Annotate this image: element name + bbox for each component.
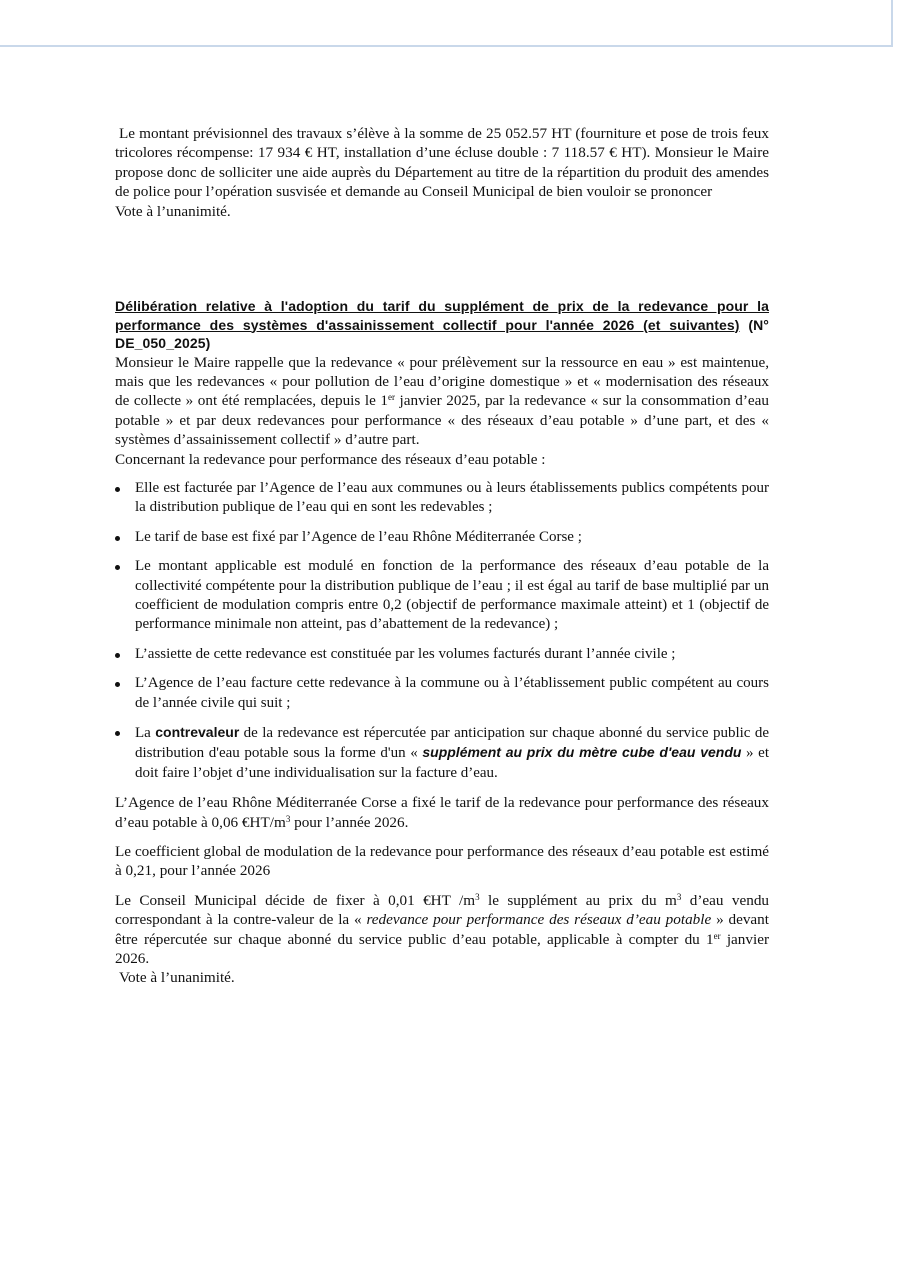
decision-text: Le Conseil Municipal décide de fixer à 0,01 €HT /m: [115, 891, 476, 909]
section-funding-request: [115, 124, 769, 221]
decision-text: le supplément au prix du m: [479, 891, 677, 909]
decision-superscript: 3: [475, 891, 480, 902]
funding-paragraph: Le montant prévisionnel des travaux s’élève à la somme de 25 052.57 HT (fourniture et pose de trois feux tricolores récompense: 17 934 € HT, installation d’une écluse double : 7 118.57 € HT). Monsieur le Maire propose donc de solliciter une aide auprès du Département au titre de la répartition du produit des amendes de police pour l’opération susvisée et demande au Conseil Municipal de bien vouloir se prononcer: [115, 125, 769, 201]
deliberation-reference: (N° DE_050_2025): [115, 316, 769, 351]
list-item: [115, 645, 769, 664]
section-deliberation: [115, 297, 769, 988]
agence-tariff-paragraph: [115, 793, 769, 832]
deliberation-heading: [115, 297, 769, 353]
list-item-text: L’assiette de cette redevance est constituée par les volumes facturés durant l’année civile ;: [135, 645, 676, 662]
bullet-icon: [115, 536, 120, 541]
decision-superscript: er: [713, 930, 721, 941]
intro-superscript: er: [387, 392, 395, 403]
agence-superscript: 3: [285, 813, 291, 824]
list-item: [115, 723, 769, 783]
vote-result: Vote à l’unanimité.: [119, 969, 235, 987]
decision-text: » devant être répercutée sur chaque abonné du service public d’eau potable, applicable à compter du 1: [115, 911, 769, 948]
contrevaleur-term: contrevaleur: [155, 724, 240, 740]
intro-text-1: Monsieur le Maire rappelle que la redevance « pour prélèvement sur la ressource en eau » est maintenue, mais que les redevances « pour pollution de l’eau d’origine domestique » et « modernisation des réseaux de collecte » ont été remplacées, depuis le 1: [115, 353, 769, 410]
bullet-icon: [115, 565, 120, 570]
list-item: [115, 528, 769, 547]
decision-paragraph: [115, 891, 769, 969]
decision-superscript: 3: [676, 891, 682, 902]
decision-text: d’eau vendu correspondant à la contre-valeur de la «: [115, 891, 770, 929]
bullet-icon: [115, 653, 120, 658]
bullet-icon: [115, 487, 120, 492]
bullet-icon: [115, 682, 120, 687]
vote-result: Vote à l’unanimité.: [115, 202, 231, 220]
list-item-text: » et doit faire l’objet d’une individualisation sur la facture d’eau.: [135, 745, 770, 781]
header-rule: [0, 45, 893, 47]
list-item-text: Le montant applicable est modulé en fonction de la performance des réseaux d’eau potable de la collectivité compétente pour la distribution publique de l’eau ; il est égal au tarif de base multiplié par un coefficient de modulation compris entre 0,2 (objectif de performance maximale atteint) et 1 (objectif de performance minimale non atteint, pas d’abattement de la redevance) ;: [135, 558, 769, 633]
agence-text-2: pour l’année 2026.: [290, 813, 409, 831]
list-item-text: L’Agence de l’eau facture cette redevance à la commune ou à l’établissement public compétent au cours de l’année civile qui suit ;: [135, 675, 769, 711]
list-item: [115, 557, 769, 635]
list-item-text: La: [135, 725, 156, 741]
decision-text: janvier 2026.: [115, 930, 769, 968]
bullet-list: [115, 479, 769, 783]
coefficient-paragraph: Le coefficient global de modulation de la redevance pour performance des réseaux d’eau potable est estimé à 0,21, pour l’année 2026: [115, 843, 769, 880]
agence-text-1: L’Agence de l’eau Rhône Méditerranée Corse a fixé le tarif de la redevance pour performance des réseaux d’eau potable à 0,06 €HT/m: [115, 794, 769, 831]
intro-paragraph: [115, 353, 769, 450]
bullet-icon: [115, 731, 120, 736]
decision-italic-term: redevance pour performance des réseaux d’eau potable: [366, 911, 712, 929]
list-item: [115, 674, 769, 713]
list-item-text: de la redevance est répercutée par anticipation sur chaque abonné du service public de distribution d'eau potable sous la forme d'un «: [135, 725, 769, 762]
header-rule-corner: [891, 0, 893, 46]
list-item-text: Le tarif de base est fixé par l’Agence de l’eau Rhône Méditerranée Corse ;: [135, 528, 582, 545]
intro-line: Concernant la redevance pour performance des réseaux d’eau potable :: [115, 450, 546, 468]
list-item-text: Elle est facturée par l’Agence de l’eau aux communes ou à leurs établissements publics compétents pour la distribution publique de l’eau qui en sont les redevables ;: [135, 479, 769, 516]
list-item: [115, 479, 769, 518]
intro-text-2: janvier 2025, par la redevance « sur la consommation d’eau potable » et par deux redevances pour performance « des réseaux d’eau potable » d’une part, et des « systèmes d’assainissement collectif » d’autre part.: [115, 392, 769, 449]
supplement-term: supplément au prix du mètre cube d'eau vendu: [422, 744, 742, 761]
deliberation-title: Délibération relative à l'adoption du tarif du supplément de prix de la redevance pour la performance des systèmes d'assainissement collectif pour l'année 2026 (et suivantes): [115, 298, 769, 333]
